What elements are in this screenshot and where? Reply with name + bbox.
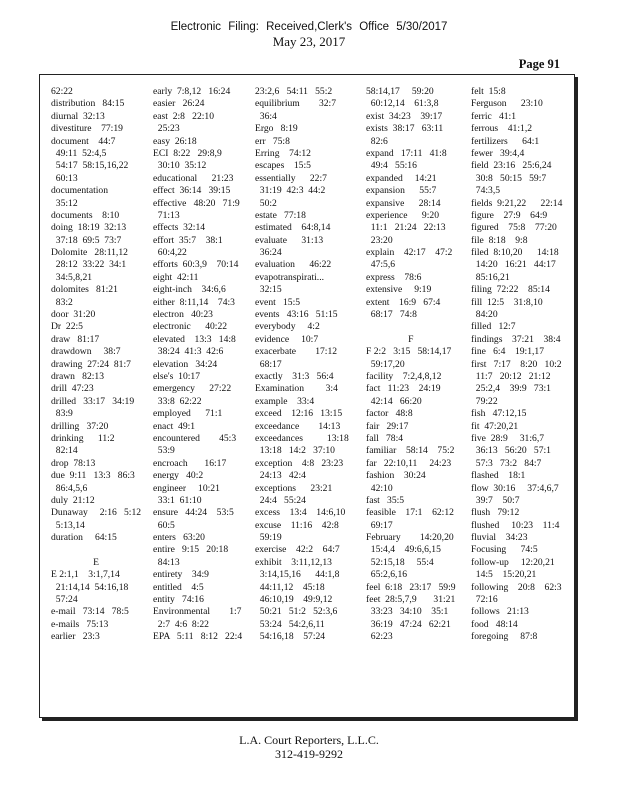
index-entry: far 22:10,11 24:23 xyxy=(366,457,452,469)
index-entry: evidence 10:7 xyxy=(255,333,319,345)
index-entry: efforts 60:3,9 70:14 xyxy=(153,259,239,271)
index-entry: 50:21 51:2 52:3,6 xyxy=(255,606,338,618)
index-entry: fashion 30:24 xyxy=(366,470,426,482)
index-entry: everybody 4:2 xyxy=(255,321,320,333)
index-entry: elevated 13:3 14:8 xyxy=(153,333,236,345)
index-entry: 83:2 xyxy=(51,296,73,308)
index-entry: 30:10 35:12 xyxy=(153,160,207,172)
index-entry: Environmental 1:7 xyxy=(153,606,242,618)
index-entry: fish 47:12,15 xyxy=(471,408,527,420)
index-entry: 60:5 xyxy=(153,519,175,531)
index-entry: Dolomite 28:11,12 xyxy=(51,247,128,259)
index-entry: electron 40:23 xyxy=(153,309,213,321)
index-entry: 57:24 xyxy=(51,594,78,606)
index-entry: expanded 14:21 xyxy=(366,172,437,184)
index-entry: due 9:11 13:3 86:3 xyxy=(51,470,135,482)
index-entry: evapotranspirati... xyxy=(255,271,324,283)
index-entry: duly 21:12 xyxy=(51,494,95,506)
filing-header xyxy=(0,20,618,49)
index-entry: 11:7 20:12 21:12 xyxy=(471,370,551,382)
index-entry: fast 35:5 xyxy=(366,494,405,506)
index-entry: drill 47:23 xyxy=(51,383,94,395)
index-entry: extensive 9:19 xyxy=(366,284,432,296)
index-entry: 28:12 33:22 34:1 xyxy=(51,259,127,271)
index-column-2 xyxy=(153,86,242,644)
index-entry: easier 26:24 xyxy=(153,98,205,110)
index-entry: file 8:18 9:8 xyxy=(471,234,528,246)
index-entry: divestiture 77:19 xyxy=(51,123,123,135)
index-entry: filing 72:22 85:14 xyxy=(471,284,550,296)
index-entry: estate 77:18 xyxy=(255,209,306,221)
index-entry: drilled 33:17 34:19 xyxy=(51,395,135,407)
index-entry: facility 7:2,4,8,12 xyxy=(366,370,442,382)
index-entry: draw 81:17 xyxy=(51,333,100,345)
index-entry: 23:2,6 54:11 55:2 xyxy=(255,86,333,97)
index-entry: escapes 15:5 xyxy=(255,160,311,172)
index-entry: 36:24 xyxy=(255,247,282,259)
index-entry: 11:1 21:24 22:13 xyxy=(366,222,446,234)
index-entry: foregoing 87:8 xyxy=(471,631,538,643)
index-letter-heading: F xyxy=(408,333,414,345)
index-entry: documentation xyxy=(51,185,109,197)
index-entry: 21:14,14 54:16,18 xyxy=(51,581,129,593)
index-entry: Dr 22:5 xyxy=(51,321,83,333)
index-entry: 53:9 xyxy=(153,445,175,457)
index-entry: flashed 18:1 xyxy=(471,470,526,482)
index-entry: 42:14 66:20 xyxy=(366,395,422,407)
index-entry: exceedance 14:13 xyxy=(255,420,341,432)
index-entry: electronic 40:22 xyxy=(153,321,228,333)
index-entry: February 14:20,20 xyxy=(366,532,454,544)
index-entry: 39:7 50:7 xyxy=(471,494,520,506)
index-entry: entity 74:16 xyxy=(153,594,204,606)
index-entry: diurnal 32:13 xyxy=(51,110,105,122)
index-entry xyxy=(51,544,141,556)
index-entry: drawing 27:24 81:7 xyxy=(51,358,131,370)
index-entry: 69:17 xyxy=(366,519,393,531)
index-entry: 62:22 xyxy=(51,86,73,97)
index-entry: 50:2 xyxy=(255,197,277,209)
index-entry: flow 30:16 37:4,6,7 xyxy=(471,482,559,494)
index-entry: fields 9:21,22 22:14 xyxy=(471,197,563,209)
index-entry: 83:9 xyxy=(51,408,73,420)
index-entry: 33:1 61:10 xyxy=(153,494,202,506)
index-entry: fact 11:23 24:19 xyxy=(366,383,441,395)
index-entry: 25:23 xyxy=(153,123,180,135)
index-entry: 32:15 xyxy=(255,284,282,296)
index-entry: Focusing 74:5 xyxy=(471,544,538,556)
index-entry: flushed 10:23 11:4 xyxy=(471,519,560,531)
index-entry: entirety 34:9 xyxy=(153,569,209,581)
index-entry: essentially 22:7 xyxy=(255,172,327,184)
index-column-4 xyxy=(366,86,456,644)
index-entry: 82:14 xyxy=(51,445,78,457)
index-entry: 82:6 xyxy=(366,135,388,147)
index-entry: first 7:17 8:20 10:2 xyxy=(471,358,562,370)
index-entry: Ergo 8:19 xyxy=(255,123,298,135)
index-entry: e-mail 73:14 78:5 xyxy=(51,606,129,618)
index-entry: exercise 42:2 64:7 xyxy=(255,544,340,556)
index-entry: effect 36:14 39:15 xyxy=(153,185,231,197)
index-entry: 36:4 xyxy=(255,110,277,122)
index-entry: exceedances 13:18 xyxy=(255,432,349,444)
index-entry: equilibrium 32:7 xyxy=(255,98,337,110)
index-entry: exists 38:17 63:11 xyxy=(366,123,444,135)
index-entry: fine 6:4 19:1,17 xyxy=(471,346,545,358)
index-entry: ferrous 41:1,2 xyxy=(471,123,533,135)
index-entry: field 23:16 25:6,24 xyxy=(471,160,552,172)
index-entry: 71:13 xyxy=(153,209,180,221)
index-entry: effects 32:14 xyxy=(153,222,206,234)
index-entry: exist 34:23 39:17 xyxy=(366,110,443,122)
index-entry: 60:4,22 xyxy=(153,247,187,259)
index-entry: findings 37:21 38:4 xyxy=(471,333,561,345)
index-column-3 xyxy=(255,86,349,644)
index-entry: 33:8 62:22 xyxy=(153,395,202,407)
index-entry: fill 12:5 31:8,10 xyxy=(471,296,543,308)
index-column-1 xyxy=(51,86,141,644)
index-entry: 14:20 16:21 44:17 xyxy=(471,259,556,271)
index-entry: earlier 23:3 xyxy=(51,631,100,643)
page-number: Page 91 xyxy=(518,57,560,71)
index-entry: F 2:2 3:15 58:14,17 xyxy=(366,346,452,358)
index-entry: door 31:20 xyxy=(51,309,96,321)
index-entry: 49:4 55:16 xyxy=(366,160,417,172)
index-entry: familiar 58:14 75:2 xyxy=(366,445,455,457)
index-entry: enact 49:1 xyxy=(153,420,196,432)
index-entry: exceptions 23:21 xyxy=(255,482,333,494)
index-entry: felt 15:8 xyxy=(471,86,506,97)
index-entry: dolomites 81:21 xyxy=(51,284,118,296)
index-entry: 86:4,5,6 xyxy=(51,482,88,494)
index-entry: exception 4:8 23:23 xyxy=(255,457,344,469)
index-entry: expansion 55:7 xyxy=(366,185,437,197)
word-index-box xyxy=(39,74,575,718)
index-entry: 49:11 52:4,5 xyxy=(51,147,107,159)
index-entry xyxy=(366,321,456,333)
index-entry: 24:13 42:4 xyxy=(255,470,306,482)
index-entry: ECI 8:22 29:8,9 xyxy=(153,147,222,159)
index-entry: 85:16,21 xyxy=(471,271,510,283)
index-entry: 60:12,14 61:3,8 xyxy=(366,98,439,110)
index-entry: 33:23 34:10 35:1 xyxy=(366,606,449,618)
index-entry: east 2:8 22:10 xyxy=(153,110,215,122)
index-entry: follow-up 12:20,21 xyxy=(471,556,555,568)
index-column-5 xyxy=(471,86,562,644)
index-entry: encountered 45:3 xyxy=(153,432,237,444)
index-entry: feet 28:5,7,9 31:21 xyxy=(366,594,456,606)
index-entry: 15:4,4 49:6,6,15 xyxy=(366,544,441,556)
index-entry: educational 21:23 xyxy=(153,172,234,184)
index-entry: 58:14,17 59:20 xyxy=(366,86,434,97)
index-entry: flush 79:12 xyxy=(471,507,520,519)
index-entry: 46:10,19 49:9,12 xyxy=(255,594,333,606)
index-entry: engineer 10:21 xyxy=(153,482,220,494)
index-entry: 68:17 xyxy=(255,358,282,370)
index-entry: else's 10:17 xyxy=(153,370,201,382)
index-entry: entire 9:15 20:18 xyxy=(153,544,229,556)
index-entry: fall 78:4 xyxy=(366,432,404,444)
index-entry: express 78:6 xyxy=(366,271,422,283)
index-entry: energy 40:2 xyxy=(153,470,204,482)
index-entry: 72:16 xyxy=(471,594,498,606)
index-entry: 25:2,4 39:9 73:1 xyxy=(471,383,551,395)
index-entry: figured 75:8 77:20 xyxy=(471,222,557,234)
index-entry: excess 13:4 14:6,10 xyxy=(255,507,346,519)
index-entry: eight-inch 34:6,6 xyxy=(153,284,226,296)
index-entry: 44:11,12 45:18 xyxy=(255,581,325,593)
index-entry: effort 35:7 38:1 xyxy=(153,234,223,246)
index-entry: 30:8 50:15 59:7 xyxy=(471,172,547,184)
index-entry: document 44:7 xyxy=(51,135,116,147)
index-entry: fertilizers 64:1 xyxy=(471,135,540,147)
index-entry: elevation 34:24 xyxy=(153,358,218,370)
reporter-footer xyxy=(0,733,618,761)
index-entry: explain 42:17 47:2 xyxy=(366,247,453,259)
index-entry: drilling 37:20 xyxy=(51,420,109,432)
index-entry: easy 26:18 xyxy=(153,135,197,147)
index-entry: Ferguson 23:10 xyxy=(471,98,543,110)
index-entry: e-mails 75:13 xyxy=(51,618,109,630)
index-entry: documents 8:10 xyxy=(51,209,120,221)
index-entry: follows 21:13 xyxy=(471,606,529,618)
index-entry: expand 17:11 41:8 xyxy=(366,147,447,159)
index-entry: fair 29:17 xyxy=(366,420,409,432)
index-entry: 35:12 xyxy=(51,197,78,209)
index-entry: 31:19 42:3 44:2 xyxy=(255,185,326,197)
index-entry: exacerbate 17:12 xyxy=(255,346,338,358)
index-entry: 62:23 xyxy=(366,631,393,643)
index-entry: 68:17 74:8 xyxy=(366,309,417,321)
index-entry: experience 9:20 xyxy=(366,209,439,221)
index-entry: fit 47:20,21 xyxy=(471,420,519,432)
index-entry: 2:7 4:6 8:22 xyxy=(153,618,209,630)
index-entry: factor 48:8 xyxy=(366,408,413,420)
index-entry: estimated 64:8,14 xyxy=(255,222,331,234)
index-entry: 3:14,15,16 44:1,8 xyxy=(255,569,340,581)
index-entry: 38:24 41:3 42:6 xyxy=(153,346,224,358)
index-entry: drawn 82:13 xyxy=(51,370,105,382)
index-entry: emergency 27:22 xyxy=(153,383,232,395)
index-entry: err 75:8 xyxy=(255,135,290,147)
transcript-date: May 23, 2017 xyxy=(272,34,346,49)
index-entry: 36:19 47:24 62:21 xyxy=(366,618,451,630)
index-entry: feasible 17:1 62:12 xyxy=(366,507,454,519)
index-entry: entitled 4:5 xyxy=(153,581,204,593)
index-entry: 65:2,6,16 xyxy=(366,569,408,581)
index-entry: exceed 12:16 13:15 xyxy=(255,408,343,420)
index-entry: exactly 31:3 56:4 xyxy=(255,370,334,382)
index-entry: filed 8:10,20 14:18 xyxy=(471,247,559,259)
index-entry: ensure 44:24 53:5 xyxy=(153,507,234,519)
index-entry: exhibit 3:11,12,13 xyxy=(255,556,332,568)
index-entry: early 7:8,12 16:24 xyxy=(153,86,231,97)
index-entry: following 20:8 62:3 xyxy=(471,581,562,593)
index-entry: drop 78:13 xyxy=(51,457,96,469)
index-entry: 84:13 xyxy=(153,556,180,568)
index-entry: food 48:14 xyxy=(471,618,518,630)
index-entry: 34:5,8,21 xyxy=(51,271,93,283)
reporter-company: L.A. Court Reporters, L.L.C. xyxy=(239,733,379,747)
index-entry: Erring 74:12 xyxy=(255,147,311,159)
index-entry: distribution 84:15 xyxy=(51,98,125,110)
index-entry: five 28:9 31:6,7 xyxy=(471,432,545,444)
index-entry: 5:13,14 xyxy=(51,519,85,531)
index-entry: 54:17 58:15,16,22 xyxy=(51,160,129,172)
index-entry: eight 42:11 xyxy=(153,271,199,283)
index-entry: 54:16,18 57:24 xyxy=(255,631,326,643)
index-letter-heading: E xyxy=(93,556,99,568)
index-entry: feel 6:18 23:17 59:9 xyxy=(366,581,456,593)
reporter-phone: 312-419-9292 xyxy=(275,747,343,761)
index-entry: ferric 41:1 xyxy=(471,110,517,122)
index-entry: 14:5 15:20,21 xyxy=(471,569,537,581)
index-entry: 60:13 xyxy=(51,172,78,184)
index-entry: events 43:16 51:15 xyxy=(255,309,338,321)
index-entry: 23:20 xyxy=(366,234,393,246)
index-entry: event 15:5 xyxy=(255,296,301,308)
index-entry: 59:19 xyxy=(255,532,282,544)
index-entry: EPA 5:11 8:12 22:4 xyxy=(153,631,243,643)
index-entry: excuse 11:16 42:8 xyxy=(255,519,339,531)
index-entry: doing 18:19 32:13 xyxy=(51,222,127,234)
index-entry: 59:17,20 xyxy=(366,358,405,370)
index-entry: 13:18 14:2 37:10 xyxy=(255,445,335,457)
index-entry: 53:24 54:2,6,11 xyxy=(255,618,325,630)
index-entry: encroach 16:17 xyxy=(153,457,227,469)
index-entry: employed 71:1 xyxy=(153,408,223,420)
index-entry: filled 12:7 xyxy=(471,321,516,333)
index-entry: effective 48:20 71:9 xyxy=(153,197,240,209)
index-entry: 79:22 xyxy=(471,395,498,407)
index-entry: 36:13 56:20 57:1 xyxy=(471,445,551,457)
index-entry: 57:3 73:2 84:7 xyxy=(471,457,542,469)
index-entry: extent 16:9 67:4 xyxy=(366,296,441,308)
index-entry: 24:4 55:24 xyxy=(255,494,306,506)
index-entry: 47:5,6 xyxy=(366,259,396,271)
index-entry: 42:10 xyxy=(366,482,393,494)
index-entry: E 2:1,1 3:1,7,14 xyxy=(51,569,120,581)
index-entry: 52:15,18 55:4 xyxy=(366,556,434,568)
index-entry: figure 27:9 64:9 xyxy=(471,209,548,221)
index-entry: drinking 11:2 xyxy=(51,432,115,444)
index-entry: drawdown 38:7 xyxy=(51,346,121,358)
index-entry: evaluate 31:13 xyxy=(255,234,324,246)
index-entry: fluvial 34:23 xyxy=(471,532,528,544)
index-entry: enters 63:20 xyxy=(153,532,205,544)
index-entry: duration 64:15 xyxy=(51,532,117,544)
index-entry: example 33:4 xyxy=(255,395,315,407)
index-entry: evaluation 46:22 xyxy=(255,259,332,271)
index-entry: 37:18 69:5 73:7 xyxy=(51,234,122,246)
filing-stamp: Electronic Filing: Received,Clerk's Office 5/30/2017 xyxy=(170,21,448,33)
index-entry: 74:3,5 xyxy=(471,185,501,197)
index-entry: Examination 3:4 xyxy=(255,383,338,395)
index-entry: either 8:11,14 74:3 xyxy=(153,296,235,308)
index-entry: Dunaway 2:16 5:12 xyxy=(51,507,142,519)
index-entry: 84:20 xyxy=(471,309,498,321)
index-entry: expansive 28:14 xyxy=(366,197,441,209)
index-entry: fewer 39:4,4 xyxy=(471,147,525,159)
